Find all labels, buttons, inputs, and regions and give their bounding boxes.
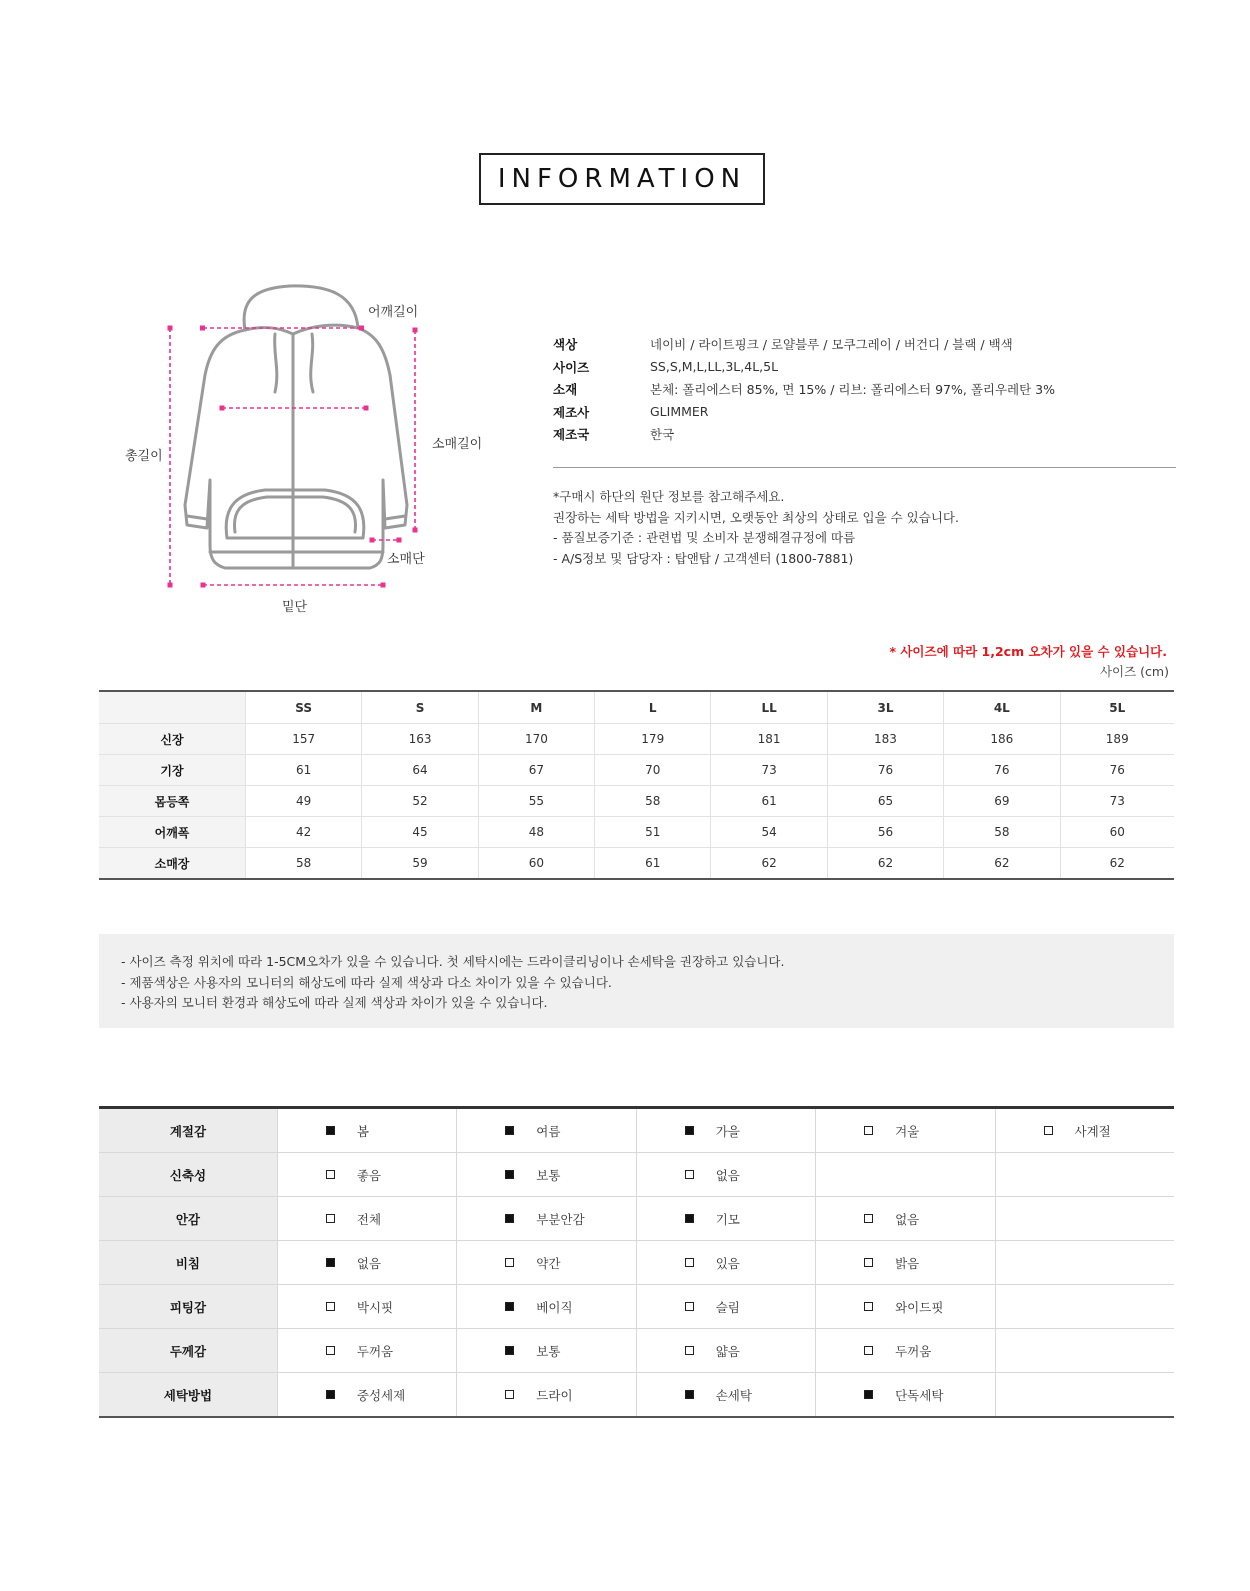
table-cell: 73 [711, 755, 827, 786]
unchecked-box-icon [685, 1258, 694, 1267]
note-line: - 사용자의 모니터 환경과 해상도에 따라 실제 색상과 차이가 있을 수 있습니다. [121, 995, 548, 1010]
property-label: 신축성 [99, 1153, 277, 1197]
property-option-label: 없음 [895, 1211, 920, 1227]
table-cell: 76 [1060, 755, 1174, 786]
table-cell: 62 [711, 848, 827, 880]
unchecked-box-icon [864, 1214, 873, 1223]
property-cell [995, 1108, 1174, 1153]
size-column-header: 3L [827, 691, 943, 724]
info-key: 색상 [553, 337, 578, 353]
table-cell: 163 [362, 724, 478, 755]
property-option [278, 1122, 456, 1140]
property-cell [277, 1329, 456, 1373]
table-cell: 183 [827, 724, 943, 755]
info-value: 네이비 / 라이트핑크 / 로얄블루 / 모쿠그레이 / 버건디 / 블랙 / 백색 [650, 337, 1013, 353]
property-cell [277, 1373, 456, 1418]
property-row [99, 1285, 1174, 1329]
unchecked-box-icon [326, 1302, 335, 1311]
property-option-label: 겨울 [895, 1123, 920, 1139]
size-column-header: SS [246, 691, 362, 724]
info-row-material [553, 378, 1055, 401]
unchecked-box-icon [864, 1302, 873, 1311]
property-cell [816, 1197, 995, 1241]
property-label: 피팅감 [99, 1285, 277, 1329]
table-cell: 157 [246, 724, 362, 755]
table-cell: 58 [246, 848, 362, 880]
table-cell: 62 [944, 848, 1060, 880]
property-row [99, 1241, 1174, 1285]
hoodie-measurement-diagram [115, 280, 483, 630]
purchase-notes [553, 487, 959, 569]
unchecked-box-icon [326, 1170, 335, 1179]
property-option [637, 1342, 815, 1360]
unchecked-box-icon [1044, 1126, 1053, 1135]
property-cell [636, 1329, 815, 1373]
property-option [457, 1386, 635, 1404]
unchecked-box-icon [685, 1302, 694, 1311]
property-cell [636, 1108, 815, 1153]
property-cell [457, 1153, 636, 1197]
unchecked-box-icon [326, 1214, 335, 1223]
info-row-size [553, 356, 1055, 379]
property-option-label: 없음 [356, 1255, 382, 1271]
checked-box-icon [505, 1302, 514, 1311]
divider [553, 467, 1176, 468]
property-option [816, 1122, 994, 1140]
table-cell: 62 [827, 848, 943, 880]
table-cell: 170 [478, 724, 594, 755]
unchecked-box-icon [864, 1346, 873, 1355]
property-label: 계절감 [99, 1108, 277, 1153]
checked-box-icon [326, 1126, 335, 1135]
info-value: 본체: 폴리에스터 85%, 면 15% / 리브: 폴리에스터 97%, 폴리우레탄 3% [650, 382, 1055, 398]
label-shoulder-length: 어깨길이 [368, 305, 419, 320]
size-column-header: S [362, 691, 478, 724]
property-option [278, 1342, 456, 1360]
info-value: GLIMMER [650, 404, 709, 420]
property-option [637, 1122, 815, 1140]
table-row [99, 724, 1174, 755]
property-option-label: 보통 [536, 1343, 561, 1359]
property-option-label: 여름 [536, 1123, 561, 1139]
table-cell: 48 [478, 817, 594, 848]
label-total-length: 총길이 [125, 449, 163, 464]
size-column-header: L [595, 691, 711, 724]
property-option [816, 1342, 994, 1360]
property-cell [457, 1108, 636, 1153]
table-cell: 52 [362, 786, 478, 817]
property-option [457, 1166, 635, 1184]
property-cell [995, 1197, 1174, 1241]
size-column-header: M [478, 691, 594, 724]
checked-box-icon [505, 1126, 514, 1135]
table-cell: 51 [595, 817, 711, 848]
size-table-corner [99, 691, 246, 724]
table-cell: 64 [362, 755, 478, 786]
table-cell: 65 [827, 786, 943, 817]
property-cell [636, 1373, 815, 1418]
unchecked-box-icon [505, 1390, 514, 1399]
property-cell [816, 1329, 995, 1373]
checked-box-icon [326, 1258, 335, 1267]
hoodie-illustration [115, 280, 435, 630]
checked-box-icon [685, 1126, 694, 1135]
property-cell [995, 1241, 1174, 1285]
info-value: 한국 [650, 427, 675, 443]
property-option [816, 1298, 994, 1316]
property-option [457, 1342, 635, 1360]
property-option-label: 베이직 [536, 1299, 573, 1315]
property-option [816, 1386, 994, 1404]
note-line: - A/S정보 및 담당자 : 탑앤탑 / 고객센터 (1800-7881) [553, 550, 854, 566]
property-option-label: 약간 [536, 1255, 561, 1271]
property-option-label: 두꺼움 [356, 1343, 394, 1359]
table-cell: 59 [362, 848, 478, 880]
note-line: - 제품색상은 사용자의 모니터의 해상도에 따라 실제 색상과 다소 차이가 있을 수 있습니다. [121, 974, 612, 990]
property-cell [816, 1373, 995, 1418]
measurement-notes [99, 934, 1174, 1028]
property-cell [457, 1197, 636, 1241]
property-cell [277, 1285, 456, 1329]
property-cell [995, 1373, 1174, 1418]
property-option-label: 얇음 [715, 1343, 740, 1359]
property-option [457, 1122, 635, 1140]
property-option-label: 단독세탁 [895, 1387, 944, 1403]
property-cell [457, 1373, 636, 1418]
note-line: - 품질보증기준 : 관련법 및 소비자 분쟁해결규정에 따름 [553, 530, 856, 545]
checked-box-icon [505, 1214, 514, 1223]
table-cell: 181 [711, 724, 827, 755]
property-cell [277, 1153, 456, 1197]
label-cuff: 소매단 [387, 552, 425, 567]
info-row-country [553, 423, 1055, 446]
property-option-label: 드라이 [536, 1387, 573, 1403]
property-option-label: 좋음 [356, 1167, 382, 1183]
property-option-label: 가을 [715, 1123, 740, 1139]
checked-box-icon [685, 1214, 694, 1223]
table-cell: 62 [1060, 848, 1174, 880]
size-column-header: 4L [944, 691, 1060, 724]
property-cell [995, 1329, 1174, 1373]
size-tolerance-warning: * 사이즈에 따라 1,2cm 오차가 있을 수 있습니다. [889, 644, 1167, 659]
property-cell [277, 1241, 456, 1285]
property-option [816, 1210, 994, 1228]
table-cell: 73 [1060, 786, 1174, 817]
label-sleeve-length: 소매길이 [432, 437, 483, 452]
table-cell: 45 [362, 817, 478, 848]
table-cell: 56 [827, 817, 943, 848]
unchecked-box-icon [505, 1258, 514, 1267]
table-cell: 61 [246, 755, 362, 786]
property-row [99, 1197, 1174, 1241]
table-cell: 76 [944, 755, 1060, 786]
property-option [637, 1166, 815, 1184]
property-row [99, 1373, 1174, 1418]
property-option [637, 1210, 815, 1228]
info-key: 소재 [553, 382, 578, 398]
table-row [99, 848, 1174, 880]
property-option [278, 1298, 456, 1316]
row-header: 몸등쪽 [99, 786, 246, 817]
property-option [637, 1254, 815, 1272]
info-key: 제조국 [553, 427, 590, 443]
property-option-label: 손세탁 [715, 1387, 752, 1403]
unchecked-box-icon [326, 1346, 335, 1355]
property-cell [636, 1285, 815, 1329]
checked-box-icon [505, 1346, 514, 1355]
unchecked-box-icon [685, 1170, 694, 1179]
property-cell [457, 1329, 636, 1373]
info-key: 사이즈 [553, 359, 590, 375]
checked-box-icon [326, 1390, 335, 1399]
size-unit-label: 사이즈 (cm) [1099, 664, 1169, 679]
property-cell [816, 1153, 995, 1197]
property-option-label: 밝음 [895, 1255, 920, 1271]
property-option [457, 1210, 635, 1228]
note-line: 권장하는 세탁 방법을 지키시면, 오랫동안 최상의 상태로 입을 수 있습니다. [553, 509, 959, 525]
property-option [996, 1122, 1174, 1140]
table-cell: 76 [827, 755, 943, 786]
table-cell: 60 [1060, 817, 1174, 848]
property-option [278, 1254, 456, 1272]
row-header: 신장 [99, 724, 246, 755]
table-cell: 70 [595, 755, 711, 786]
info-row-color [553, 333, 1055, 356]
size-column-header: 5L [1060, 691, 1174, 724]
property-option-label: 보통 [536, 1167, 561, 1183]
checked-box-icon [685, 1390, 694, 1399]
size-column-header: LL [711, 691, 827, 724]
property-label: 안감 [99, 1197, 277, 1241]
property-option-label: 봄 [356, 1123, 369, 1139]
table-row [99, 786, 1174, 817]
table-cell: 60 [478, 848, 594, 880]
property-option [457, 1254, 635, 1272]
property-row [99, 1108, 1174, 1153]
unchecked-box-icon [864, 1126, 873, 1135]
table-row [99, 755, 1174, 786]
property-option-label: 박시핏 [356, 1299, 394, 1315]
table-cell: 54 [711, 817, 827, 848]
unchecked-box-icon [864, 1258, 873, 1267]
property-option-label: 전체 [356, 1211, 382, 1227]
property-option [637, 1386, 815, 1404]
property-cell [816, 1108, 995, 1153]
table-cell: 179 [595, 724, 711, 755]
property-cell [277, 1108, 456, 1153]
property-option-label: 없음 [715, 1167, 740, 1183]
unchecked-box-icon [685, 1346, 694, 1355]
row-header: 기장 [99, 755, 246, 786]
product-info [553, 333, 1055, 446]
property-cell [277, 1197, 456, 1241]
property-option [278, 1386, 456, 1404]
property-option [816, 1254, 994, 1272]
table-cell: 49 [246, 786, 362, 817]
info-row-manufacturer [553, 401, 1055, 424]
page-title: INFORMATION [479, 153, 765, 205]
table-cell: 69 [944, 786, 1060, 817]
property-option [278, 1166, 456, 1184]
property-option-label: 있음 [715, 1255, 740, 1271]
size-table-header [99, 691, 1174, 724]
property-option-label: 사계절 [1074, 1123, 1111, 1139]
property-row [99, 1329, 1174, 1373]
property-cell [995, 1285, 1174, 1329]
property-cell [636, 1241, 815, 1285]
property-cell [457, 1241, 636, 1285]
property-option-label: 중성세제 [356, 1387, 406, 1403]
property-cell [995, 1153, 1174, 1197]
label-hem: 밑단 [282, 600, 308, 615]
table-cell: 186 [944, 724, 1060, 755]
table-cell: 55 [478, 786, 594, 817]
property-option-label: 기모 [715, 1211, 740, 1227]
property-cell [636, 1153, 815, 1197]
property-option [637, 1298, 815, 1316]
property-label: 세탁방법 [99, 1373, 277, 1418]
property-option [278, 1210, 456, 1228]
property-option [457, 1298, 635, 1316]
note-line: *구매시 하단의 원단 정보를 참고해주세요. [553, 489, 785, 504]
property-cell [816, 1285, 995, 1329]
note-line: - 사이즈 측정 위치에 따라 1-5CM오차가 있을 수 있습니다. 첫 세탁시에는 드라이클리닝이나 손세탁을 권장하고 있습니다. [121, 954, 785, 969]
table-cell: 42 [246, 817, 362, 848]
property-option-label: 두꺼움 [895, 1343, 932, 1359]
table-cell: 61 [595, 848, 711, 880]
row-header: 어깨폭 [99, 817, 246, 848]
property-row [99, 1153, 1174, 1197]
info-key: 제조사 [553, 404, 590, 420]
table-row [99, 817, 1174, 848]
property-cell [816, 1241, 995, 1285]
table-cell: 58 [595, 786, 711, 817]
checked-box-icon [505, 1170, 514, 1179]
table-cell: 58 [944, 817, 1060, 848]
table-cell: 189 [1060, 724, 1174, 755]
checked-box-icon [864, 1390, 873, 1399]
property-label: 두께감 [99, 1329, 277, 1373]
info-value: SS,S,M,L,LL,3L,4L,5L [650, 359, 779, 375]
table-cell: 67 [478, 755, 594, 786]
table-cell: 61 [711, 786, 827, 817]
property-cell [636, 1197, 815, 1241]
size-table [99, 690, 1174, 880]
property-option-label: 슬림 [715, 1299, 740, 1315]
fabric-properties-table [99, 1106, 1174, 1418]
property-cell [457, 1285, 636, 1329]
property-option-label: 와이드핏 [895, 1299, 944, 1315]
property-option-label: 부분안감 [536, 1211, 585, 1227]
row-header: 소매장 [99, 848, 246, 880]
property-label: 비침 [99, 1241, 277, 1285]
